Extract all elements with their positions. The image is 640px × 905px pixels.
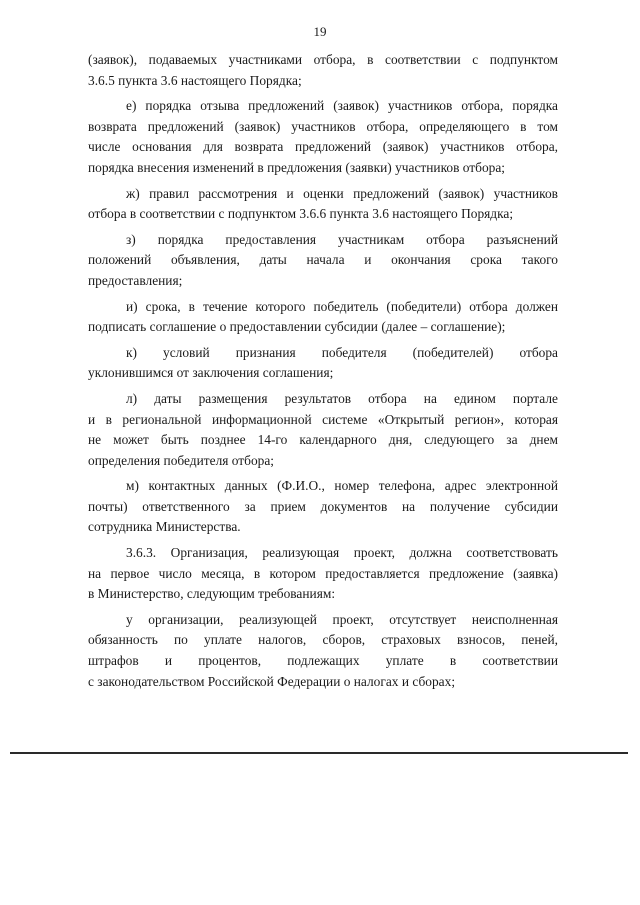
- text-line: сотрудника Министерства.: [88, 519, 241, 535]
- paragraph-item-e: [88, 96, 558, 178]
- text-line: не может быть позднее 14-го календарного дня, следующего за днем: [88, 432, 558, 448]
- text-line: с законодательством Российской Федерации о налогах и сборах;: [88, 673, 456, 689]
- paragraph-item-l: [88, 389, 558, 471]
- text-line: л) даты размещения результатов отбора на едином портале: [126, 390, 558, 406]
- paragraph-item-k: [88, 343, 558, 384]
- text-line: к) условий признания победителя (победителей) отбора: [126, 344, 558, 360]
- text-line: и в региональной информационной системе «Открытый регион», которая: [88, 411, 558, 427]
- paragraph-item-z: [88, 230, 558, 292]
- text-line: в Министерство, следующим требованиям:: [88, 586, 336, 602]
- text-line: уклонившимся от заключения соглашения;: [88, 365, 334, 381]
- paragraph-item-zh: [88, 184, 558, 225]
- text-line: обязанность по уплате налогов, сборов, страховых взносов, пеней,: [88, 632, 558, 648]
- text-line: подписать соглашение о предоставлении субсидии (далее – соглашение);: [88, 319, 506, 335]
- bottom-rule: [10, 752, 628, 754]
- page-number: 19: [313, 24, 327, 39]
- text-line: определения победителя отбора;: [88, 452, 275, 468]
- text-line: и) срока, в течение которого победитель (победители) отбора должен: [126, 298, 558, 314]
- text-line: 3.6.5 пункта 3.6 настоящего Порядка;: [88, 72, 302, 88]
- text-line: (заявок), подаваемых участниками отбора, в соответствии с подпунктом: [88, 52, 558, 67]
- text-line: порядка внесения изменений в предложения (заявки) участников отбора;: [88, 159, 506, 175]
- text-line: е) порядка отзыва предложений (заявок) участников отбора, порядка: [126, 98, 558, 114]
- paragraph-requirement: [88, 610, 558, 692]
- text-line: почты) ответственного за прием документов на получение субсидии: [88, 498, 558, 514]
- text-line: на первое число месяца, в котором предоставляется предложение (заявка): [88, 565, 558, 581]
- paragraph-3-6-3: [88, 543, 558, 605]
- text-line: числе основания для возврата предложений (заявок) участников отбора,: [88, 139, 558, 155]
- text-line: предоставления;: [88, 272, 183, 288]
- paragraph-continuation: [88, 50, 558, 91]
- text-line: м) контактных данных (Ф.И.О., номер телефона, адрес электронной: [126, 478, 558, 494]
- text-line: у организации, реализующей проект, отсутствует неисполненная: [126, 611, 558, 627]
- text-line: положений объявления, даты начала и окончания срока такого: [88, 252, 558, 268]
- paragraph-item-m: [88, 476, 558, 538]
- text-line: штрафов и процентов, подлежащих уплате в соответствии: [88, 653, 558, 669]
- paragraph-item-i: [88, 297, 558, 338]
- text-line: 3.6.3. Организация, реализующая проект, должна соответствовать: [126, 545, 558, 561]
- text-line: возврата предложений (заявок) участников отбора, определяющего в том: [88, 118, 558, 134]
- text-line: ж) правил рассмотрения и оценки предложений (заявок) участников: [126, 185, 558, 201]
- text-line: отбора в соответствии с подпунктом 3.6.6 пункта 3.6 настоящего Порядка;: [88, 206, 514, 222]
- document-body: [88, 50, 558, 692]
- text-line: з) порядка предоставления участникам отбора разъяснений: [126, 231, 558, 247]
